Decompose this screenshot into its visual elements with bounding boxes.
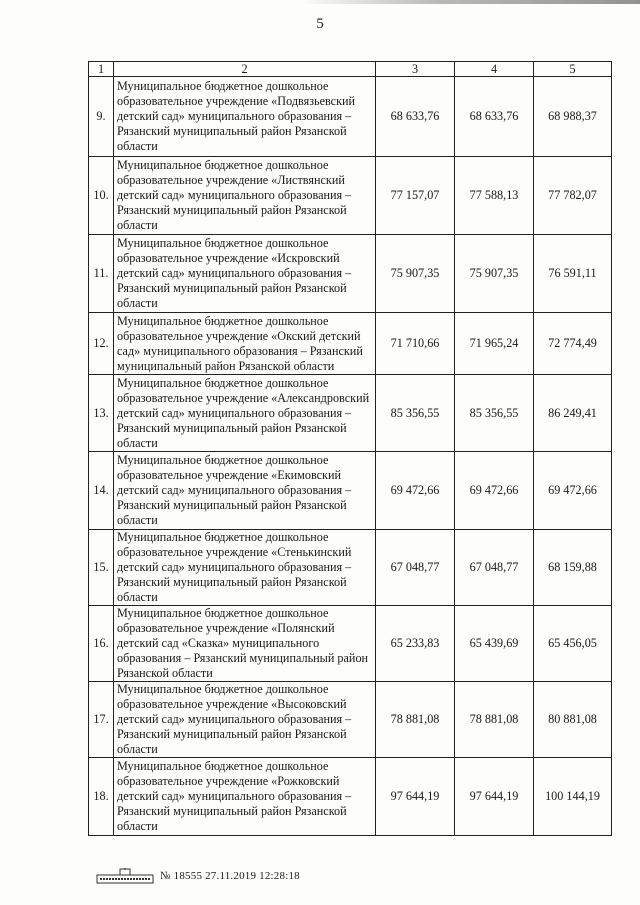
column-header: 2	[114, 62, 376, 77]
institution-name: Муниципальное бюджетное дошкольное образовательное учреждение «Александровский детский сад» муниципального образования – Рязанский муниципальный район Рязанской области	[114, 375, 376, 452]
table-row	[89, 452, 612, 530]
table-row	[89, 157, 612, 235]
amount-col-3: 78 881,08	[376, 682, 455, 758]
document-footer	[96, 868, 300, 884]
amount-col-3: 65 233,83	[376, 606, 455, 682]
institution-name: Муниципальное бюджетное дошкольное образовательное учреждение «Рожковский детский сад» муниципального образования – Рязанский муниципальный район Рязанской области	[114, 758, 376, 836]
amount-col-4: 69 472,66	[455, 452, 534, 530]
table-row	[89, 758, 612, 836]
row-number: 15.	[89, 530, 114, 606]
table-row	[89, 235, 612, 313]
column-header: 1	[89, 62, 114, 77]
amount-col-5: 68 159,88	[534, 530, 612, 606]
row-number: 16.	[89, 606, 114, 682]
amount-col-3: 68 633,76	[376, 77, 455, 157]
scan-edge-shadow	[300, 0, 640, 4]
institution-name: Муниципальное бюджетное дошкольное образовательное учреждение «Полянский детский сад «Сказка» муниципального образования – Рязанский муниципальный район Рязанской области	[114, 606, 376, 682]
amount-col-5: 69 472,66	[534, 452, 612, 530]
table-row	[89, 313, 612, 375]
table-row	[89, 606, 612, 682]
amount-col-3: 77 157,07	[376, 157, 455, 235]
row-number: 11.	[89, 235, 114, 313]
amount-col-4: 75 907,35	[455, 235, 534, 313]
column-header: 5	[534, 62, 612, 77]
table-header-row	[89, 62, 612, 77]
row-number: 13.	[89, 375, 114, 452]
amount-col-4: 85 356,55	[455, 375, 534, 452]
amount-col-4: 71 965,24	[455, 313, 534, 375]
amount-col-5: 86 249,41	[534, 375, 612, 452]
document-registry-logo-icon	[96, 868, 154, 884]
table-row	[89, 375, 612, 452]
amount-col-5: 65 456,05	[534, 606, 612, 682]
amount-col-4: 67 048,77	[455, 530, 534, 606]
institution-name: Муниципальное бюджетное дошкольное образовательное учреждение «Подвязьевский детский сад» муниципального образования – Рязанский муниципальный район Рязанской области	[114, 77, 376, 157]
registration-stamp: № 18555 27.11.2019 12:28:18	[160, 870, 300, 882]
amount-col-4: 77 588,13	[455, 157, 534, 235]
amount-col-4: 65 439,69	[455, 606, 534, 682]
amount-col-3: 97 644,19	[376, 758, 455, 836]
row-number: 10.	[89, 157, 114, 235]
amount-col-5: 68 988,37	[534, 77, 612, 157]
row-number: 17.	[89, 682, 114, 758]
institution-name: Муниципальное бюджетное дошкольное образовательное учреждение «Екимовский детский сад» муниципального образования – Рязанский муниципальный район Рязанской области	[114, 452, 376, 530]
amount-col-4: 68 633,76	[455, 77, 534, 157]
data-table	[88, 61, 612, 836]
row-number: 12.	[89, 313, 114, 375]
table-row	[89, 77, 612, 157]
amount-col-3: 85 356,55	[376, 375, 455, 452]
amount-col-5: 72 774,49	[534, 313, 612, 375]
amount-col-3: 69 472,66	[376, 452, 455, 530]
amount-col-3: 75 907,35	[376, 235, 455, 313]
column-header: 3	[376, 62, 455, 77]
institution-name: Муниципальное бюджетное дошкольное образовательное учреждение «Высоковский детский сад» муниципального образования – Рязанский муниципальный район Рязанской области	[114, 682, 376, 758]
amount-col-4: 97 644,19	[455, 758, 534, 836]
amount-col-4: 78 881,08	[455, 682, 534, 758]
column-header: 4	[455, 62, 534, 77]
row-number: 14.	[89, 452, 114, 530]
amount-col-5: 100 144,19	[534, 758, 612, 836]
row-number: 9.	[89, 77, 114, 157]
table-row	[89, 530, 612, 606]
amount-col-5: 76 591,11	[534, 235, 612, 313]
amount-col-3: 71 710,66	[376, 313, 455, 375]
institution-name: Муниципальное бюджетное дошкольное образовательное учреждение «Искровский детский сад» муниципального образования – Рязанский муниципальный район Рязанской области	[114, 235, 376, 313]
page-number: 5	[316, 16, 324, 32]
institution-name: Муниципальное бюджетное дошкольное образовательное учреждение «Окский детский сад» муниципального образования – Рязанский муниципальный район Рязанской области	[114, 313, 376, 375]
table-row	[89, 682, 612, 758]
amount-col-5: 80 881,08	[534, 682, 612, 758]
institution-name: Муниципальное бюджетное дошкольное образовательное учреждение «Листвянский детский сад» муниципального образования – Рязанский муниципальный район Рязанской области	[114, 157, 376, 235]
institution-name: Муниципальное бюджетное дошкольное образовательное учреждение «Стенькинский детский сад» муниципального образования – Рязанский муниципальный район Рязанской области	[114, 530, 376, 606]
amount-col-3: 67 048,77	[376, 530, 455, 606]
row-number: 18.	[89, 758, 114, 836]
amount-col-5: 77 782,07	[534, 157, 612, 235]
